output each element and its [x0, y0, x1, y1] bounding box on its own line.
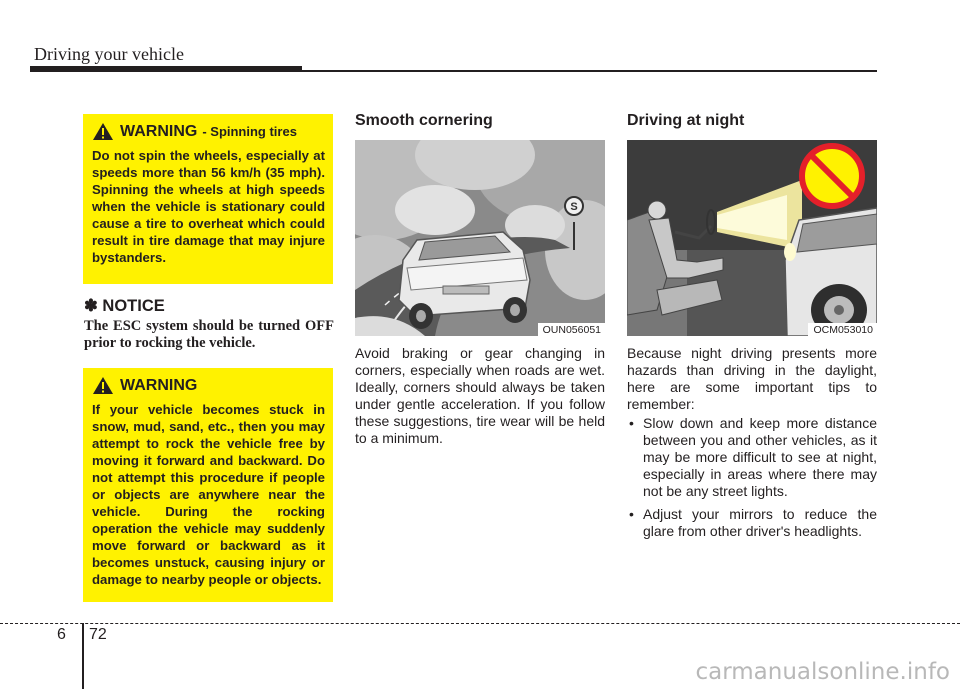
warning-subtitle: - Spinning tires [202, 124, 297, 139]
bullet-text: Slow down and keep more distance between you and other vehicles, as it may be more difficult to see at night, especially in areas where there may not be any street lights. [643, 415, 877, 499]
warning-title: WARNING [120, 122, 198, 140]
header-rule-thin [302, 70, 877, 72]
warning-title: WARNING [120, 376, 198, 394]
night-tips-list [627, 415, 877, 546]
bullet-icon: • [629, 506, 634, 522]
warning-triangle-icon [92, 376, 114, 395]
car-cornering-illustration [355, 140, 605, 336]
figure-code: OUN056051 [538, 323, 605, 336]
warning-text: Do not spin the wheels, especially at speeds more than 56 km/h (35 mph). Spinning the wheels at high speeds when the vehicle is stationary could cause a tire to overheat which could result in tire damage that may injure bystanders. [92, 148, 325, 265]
warning-header [92, 376, 325, 395]
figure-code: OCM053010 [808, 323, 877, 336]
bullet-text: Adjust your mirrors to reduce the glare from other driver's headlights. [643, 506, 877, 539]
curve-sign-letter: S [570, 201, 578, 213]
bullet-icon: • [629, 415, 634, 431]
night-intro-text: Because night driving presents more hazards than driving in the daylight, here are some important tips to remember: [627, 345, 877, 412]
warning-box-spinning-tires [83, 114, 333, 284]
warning-header [92, 122, 325, 141]
section-heading-driving-at-night: Driving at night [627, 112, 745, 129]
cornering-text: Avoid braking or gear changing in corners, especially when roads are wet. Ideally, corners should always be taken under gentle acceleration. If you follow these suggestions, tire wear will be held to a minimum. [355, 345, 605, 446]
oncoming-car-icon [784, 208, 877, 336]
page-header-title: Driving your vehicle [34, 44, 184, 64]
night-glare-illustration [627, 140, 877, 336]
notice-text: The ESC system should be turned OFF prior to rocking the vehicle. [84, 318, 334, 351]
list-item [627, 415, 877, 500]
prohibition-icon [802, 146, 862, 206]
figure-car-cornering [355, 140, 605, 336]
warning-triangle-icon [92, 122, 114, 141]
chapter-number: 6 [57, 626, 66, 643]
page-number: 72 [89, 626, 107, 643]
footer-dashed-rule [0, 623, 960, 624]
figure-night-glare [627, 140, 877, 336]
header-rule-thick [30, 66, 302, 72]
warning-box-stuck-vehicle [83, 368, 333, 602]
watermark: carmanualsonline.info [695, 659, 950, 685]
list-item [627, 506, 877, 540]
section-heading-smooth-cornering: Smooth cornering [355, 112, 493, 129]
notice-heading: ✽ NOTICE [84, 297, 165, 315]
warning-text: If your vehicle becomes stuck in snow, mud, sand, etc., then you may attempt to rock the vehicle free by moving it forward and backward. Do not attempt this procedure if people or objects are anywhere near the vehicle. During the rocking operation the vehicle may suddenly move forward or backward as it becomes unstuck, causing injury or damage to nearby people or objects. [92, 402, 325, 587]
footer-vertical-rule [82, 623, 84, 689]
